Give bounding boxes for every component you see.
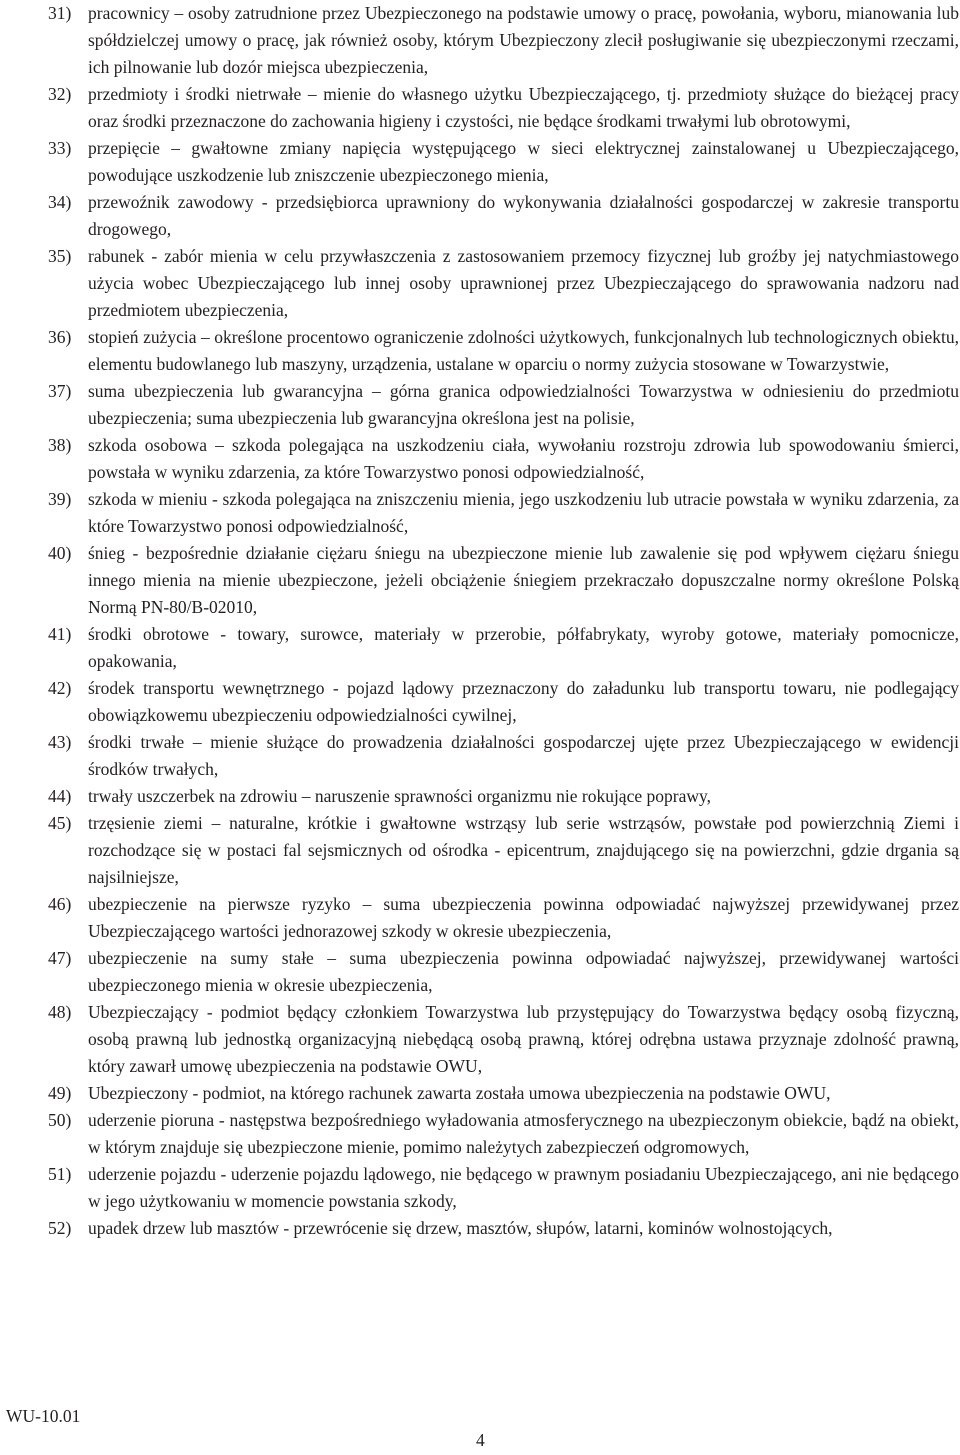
list-item [38, 1215, 959, 1242]
item-number: 49) [48, 1083, 72, 1103]
item-text: rabunek - zabór mienia w celu przywłaszczenia z zastosowaniem przemocy fizycznej lub groźby jej natychmiastowego użycia wobec Ubezpieczającego lub innej osoby uprawnionej przez Ubezpieczającego do sprawowania nadzoru nad przedmiotem ubezpieczenia, [88, 246, 959, 320]
item-text: ubezpieczenie na pierwsze ryzyko – suma ubezpieczenia powinna odpowiadać najwyższej przewidywanej przez Ubezpieczającego wartości jednorazowej szkody w okresie ubezpieczenia, [88, 894, 959, 941]
item-number: 39) [48, 489, 72, 509]
item-text: środki obrotowe - towary, surowce, materiały w przerobie, półfabrykaty, wyroby gotowe, materiały pomocnicze, opakowania, [88, 624, 959, 671]
list-item [38, 783, 959, 810]
document-code: WU-10.01 [6, 1406, 81, 1426]
list-item [38, 324, 959, 378]
list-item [38, 378, 959, 432]
item-number: 51) [48, 1164, 72, 1184]
item-text: szkoda osobowa – szkoda polegająca na uszkodzeniu ciała, wywołaniu rozstroju zdrowia lub spowodowaniu śmierci, powstała w wyniku zdarzenia, za które Towarzystwo ponosi odpowiedzialność, [88, 435, 959, 482]
list-item [38, 1161, 959, 1215]
item-text: uderzenie pojazdu - uderzenie pojazdu lądowego, nie będącego w prawnym posiadaniu Ubezpieczającego, ani nie będącego w jego użytkowaniu w momencie powstania szkody, [88, 1164, 959, 1211]
list-item [38, 486, 959, 540]
list-item [38, 135, 959, 189]
item-number: 47) [48, 948, 72, 968]
item-text: stopień zużycia – określone procentowo ograniczenie zdolności użytkowych, funkcjonalnych lub technologicznych obiektu, elementu budowlanego lub maszyny, urządzenia, ustalane w oparciu o normy zużycia stosowane w Towarzystwie, [88, 327, 959, 374]
item-text: środki trwałe – mienie służące do prowadzenia działalności gospodarczej ujęte przez Ubezpieczającego w ewidencji środków trwałych, [88, 732, 959, 779]
item-text: przepięcie – gwałtowne zmiany napięcia występującego w sieci elektrycznej zainstalowanej u Ubezpieczającego, powodujące uszkodzenie lub zniszczenie ubezpieczonego mienia, [88, 138, 959, 185]
item-number: 37) [48, 381, 72, 401]
item-text: pracownicy – osoby zatrudnione przez Ubezpieczonego na podstawie umowy o pracę, powołania, wyboru, mianowania lub spółdzielczej umowy o pracę, jak również osoby, którym Ubezpieczony zlecił posługiwanie się ubezpieczonymi rzeczami, ich pilnowanie lub dozór miejsca ubezpieczenia, [88, 3, 959, 77]
item-text: środek transportu wewnętrznego - pojazd lądowy przeznaczony do załadunku lub transportu towaru, nie podlegający obowiązkowemu ubezpieczeniu odpowiedzialności cywilnej, [88, 678, 959, 725]
item-text: trzęsienie ziemi – naturalne, krótkie i gwałtowne wstrząsy lub serie wstrząsów, powstałe pod powierzchnią Ziemi i rozchodzące się w postaci fal sejsmicznych od ośrodka - epicentrum, znajdującego się na powierzchni, gdzie drgania są najsilniejsze, [88, 813, 959, 887]
item-number: 33) [48, 138, 72, 158]
item-number: 38) [48, 435, 72, 455]
item-text: śnieg - bezpośrednie działanie ciężaru śniegu na ubezpieczone mienie lub zawalenie się pod wpływem ciężaru śniegu innego mienia na mienie ubezpieczone, jeżeli obciążenie śniegiem przekraczało dopuszczalne normy określone Polską Normą PN-80/B-02010, [88, 543, 959, 617]
list-item [38, 729, 959, 783]
item-text: przedmioty i środki nietrwałe – mienie do własnego użytku Ubezpieczającego, tj. przedmioty służące do bieżącej pracy oraz środki przeznaczone do zachowania higieny i czystości, nie będące środkami trwałymi lub obrotowymi, [88, 84, 959, 131]
item-number: 43) [48, 732, 72, 752]
list-item [38, 999, 959, 1080]
item-number: 46) [48, 894, 72, 914]
item-text: uderzenie pioruna - następstwa bezpośredniego wyładowania atmosferycznego na ubezpieczonym obiekcie, bądź na obiekt, w którym znajduje się ubezpieczone mienie, pomimo należytych zabezpieczeń odgromowych, [88, 1110, 959, 1157]
list-item [38, 432, 959, 486]
item-number: 50) [48, 1110, 72, 1130]
list-item [38, 243, 959, 324]
item-number: 42) [48, 678, 72, 698]
item-number: 36) [48, 327, 72, 347]
definitions-list [38, 0, 959, 1242]
list-item [38, 621, 959, 675]
list-item [38, 810, 959, 891]
item-text: suma ubezpieczenia lub gwarancyjna – górna granica odpowiedzialności Towarzystwa w odniesieniu do przedmiotu ubezpieczenia; suma ubezpieczenia lub gwarancyjna określona jest na polisie, [88, 381, 959, 428]
item-number: 44) [48, 786, 72, 806]
item-number: 34) [48, 192, 72, 212]
item-number: 45) [48, 813, 72, 833]
list-item [38, 945, 959, 999]
item-number: 48) [48, 1002, 72, 1022]
item-number: 32) [48, 84, 72, 104]
item-text: ubezpieczenie na sumy stałe – suma ubezpieczenia powinna odpowiadać najwyższej, przewidywanej wartości ubezpieczonego mienia w okresie ubezpieczenia, [88, 948, 959, 995]
list-item [38, 81, 959, 135]
item-text: trwały uszczerbek na zdrowiu – naruszenie sprawności organizmu nie rokujące poprawy, [88, 786, 711, 806]
list-item [38, 189, 959, 243]
item-number: 35) [48, 246, 72, 266]
page-number: 4 [476, 1430, 485, 1450]
list-item [38, 675, 959, 729]
list-item [38, 1080, 959, 1107]
item-text: szkoda w mieniu - szkoda polegająca na zniszczeniu mienia, jego uszkodzeniu lub utracie powstała w wyniku zdarzenia, za które Towarzystwo ponosi odpowiedzialność, [88, 489, 959, 536]
item-number: 41) [48, 624, 72, 644]
list-item [38, 0, 959, 81]
list-item [38, 891, 959, 945]
item-text: Ubezpieczony - podmiot, na którego rachunek zawarta została umowa ubezpieczenia na podstawie OWU, [88, 1083, 831, 1103]
item-text: upadek drzew lub masztów - przewrócenie się drzew, masztów, słupów, latarni, kominów wolnostojących, [88, 1218, 833, 1238]
item-number: 40) [48, 543, 72, 563]
list-item [38, 1107, 959, 1161]
item-text: Ubezpieczający - podmiot będący członkiem Towarzystwa lub przystępujący do Towarzystwa będący osobą fizyczną, osobą prawną lub jednostką organizacyjną niebędącą osobą prawną, której odrębna ustawa przyznaje zdolność prawną, który zawarł umowę ubezpieczenia na podstawie OWU, [88, 1002, 959, 1076]
item-number: 52) [48, 1218, 72, 1238]
item-text: przewoźnik zawodowy - przedsiębiorca uprawniony do wykonywania działalności gospodarczej w zakresie transportu drogowego, [88, 192, 959, 239]
item-number: 31) [48, 3, 72, 23]
list-item [38, 540, 959, 621]
